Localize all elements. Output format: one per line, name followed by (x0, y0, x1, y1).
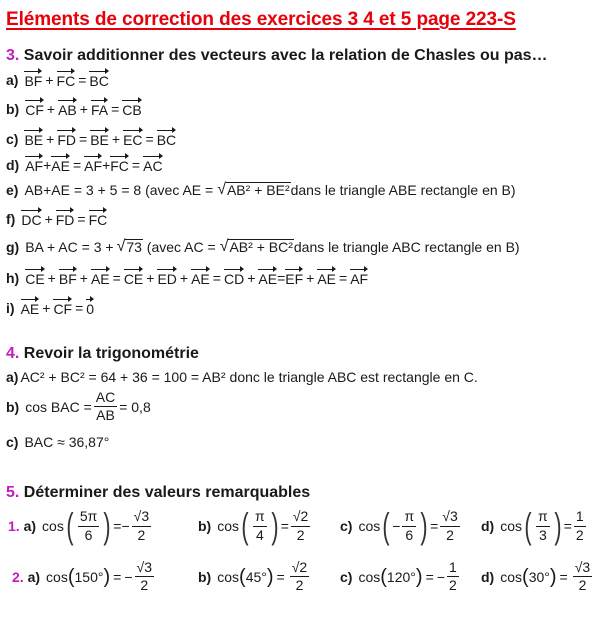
item-label: a) (6, 71, 19, 88)
expression: AB+AE = 3 + 5 = 8 (avec AE = (24, 182, 214, 199)
numerator: AC (94, 390, 117, 407)
vector: AC (143, 155, 162, 174)
item-label: e) (6, 182, 19, 199)
result-fraction (135, 560, 154, 594)
radicand: AB² + BC² (229, 239, 293, 255)
result-fraction (440, 509, 459, 543)
denominator: 2 (446, 526, 454, 543)
vector: EF (285, 268, 303, 287)
numerator: 1 (447, 560, 459, 577)
section-number: 3. (6, 47, 20, 64)
zero-vector: 0 (86, 298, 94, 317)
vector: AE (258, 268, 277, 287)
vector: DC (21, 209, 41, 228)
numerator: π (536, 509, 550, 526)
sign: − (436, 568, 445, 585)
radicand: AB² + BE² (226, 182, 290, 198)
vector: CE (25, 268, 44, 287)
section-3-heading (6, 47, 548, 65)
exercise-3e (6, 182, 516, 198)
vector: FD (56, 209, 75, 228)
sign: − (392, 518, 401, 534)
denominator: 2 (295, 577, 304, 594)
exercise-3d: d) AF + AE = AF + FC = AC (6, 156, 163, 174)
result-fraction (290, 560, 309, 594)
item-label: i) (6, 299, 15, 316)
result-fraction (574, 509, 586, 543)
numerator: √2 (290, 560, 309, 577)
sign: − (121, 518, 130, 534)
vector: AB (58, 99, 77, 118)
exercise-5-1d: d) cos ( $\frac{\pi}{3}$ ) = $\frac{1}{2}$ (481, 505, 584, 546)
item-label: h) (6, 269, 20, 286)
denominator: 2 (296, 526, 305, 543)
item-label: a) (6, 369, 19, 385)
result-fraction (291, 509, 310, 543)
denominator: 2 (448, 577, 457, 594)
vector: AF (350, 268, 368, 287)
vector: AE (191, 268, 210, 287)
numerator: √3 (573, 560, 592, 577)
vector: AE (317, 268, 336, 287)
section-4-heading (6, 345, 199, 363)
expression: cos BAC = (25, 398, 92, 415)
denominator: 2 (575, 526, 584, 543)
sign: − (124, 568, 133, 585)
expression: AC² + BC² = 64 + 36 = 100 = AB² (20, 369, 226, 385)
item-label: c) (6, 130, 19, 147)
section-title: Revoir la trigonométrie (23, 345, 199, 362)
exercise-4c (6, 434, 109, 450)
item-label: b) (6, 398, 20, 415)
numerator: √2 (291, 509, 310, 526)
exercise-5-2d: d) cos ( 30° ) = $\frac{√3}{2}$ (481, 559, 591, 594)
section-number: 5. (6, 484, 20, 501)
denominator: 3 (538, 526, 547, 543)
result-fraction (132, 509, 151, 543)
denominator: 2 (137, 526, 146, 543)
argument: 45° (245, 568, 267, 585)
vector: FA (91, 99, 108, 118)
vector: AF (25, 155, 43, 174)
section-title: Savoir additionner des vecteurs avec la relation de Chasles ou pas… (23, 47, 548, 64)
argument: 120° (386, 568, 416, 585)
radicand: 73 (126, 239, 142, 255)
denominator: 2 (578, 577, 587, 594)
item-label: c) (340, 568, 353, 585)
exercise-3f: f) DC + FD = FC (6, 210, 108, 228)
item-label: a) (27, 568, 41, 585)
denominator: 6 (405, 526, 414, 543)
numerator: √3 (132, 509, 151, 526)
denominator: 2 (140, 577, 149, 594)
vector: BE (24, 129, 43, 148)
vector: BF (24, 70, 42, 89)
exercise-5-1b: b) cos ( $\frac{\pi}{4}$ ) = $\frac{√2}{2}$ (198, 505, 309, 546)
exercise-5-1a: 1. a) cos ( $\frac{5\pi}{6}$ ) = − $\frac{√3}{2}$ (8, 505, 150, 546)
item-label: f) (6, 210, 16, 227)
item-label: d) (481, 518, 495, 534)
vector: BC (89, 70, 108, 89)
item-label: c) (6, 434, 19, 450)
denominator: AB (96, 407, 115, 424)
vector: ED (157, 268, 176, 287)
part-number: 1. (8, 518, 20, 534)
exercise-5-1c: c) cos ( − $\frac{\pi}{6}$ ) = $\frac{√3}{2}$ (340, 505, 458, 546)
page-title: Eléments de correction des exercices 3 4 et 5 page 223-S (6, 9, 516, 30)
exercise-5-2c: c) cos ( 120° ) = − $\frac{1}{2}$ (340, 559, 457, 594)
vector: CB (122, 99, 141, 118)
numerator: √3 (135, 560, 154, 577)
argument-fraction (402, 509, 416, 543)
expression: BA + AC = 3 + (25, 239, 114, 256)
vector: BF (59, 268, 77, 287)
vector: CF (53, 298, 72, 317)
square-root: √ AB² + BE² (217, 181, 290, 199)
exercise-3h: h) CE + BF + AE = CE + ED + AE = CD + AE = EF + AE = AF (6, 269, 369, 287)
numerator: 1 (574, 509, 586, 526)
section-title: Déterminer des valeurs remarquables (23, 484, 311, 501)
vector: CD (224, 268, 244, 287)
expression-tail: donc le triangle ABC est rectangle en C. (229, 369, 478, 385)
exercise-3a: a) BF + FC = BC (6, 71, 109, 89)
vector: AE (51, 155, 70, 174)
item-label: g) (6, 239, 20, 256)
argument-fraction (253, 509, 267, 543)
vector: FD (57, 129, 76, 148)
exercise-3g (6, 239, 520, 255)
item-label: b) (6, 100, 20, 117)
denominator: 6 (84, 526, 93, 543)
result-fraction (447, 560, 459, 594)
argument: 30° (528, 568, 550, 585)
exercise-3b: b) CF + AB + FA = CB (6, 100, 142, 118)
vector: FC (110, 155, 129, 174)
expression-tail: dans le triangle ABE rectangle en B) (290, 182, 516, 199)
numerator: 5π (78, 509, 99, 526)
argument: 150° (74, 568, 104, 585)
numerator: π (253, 509, 267, 526)
vector: AE (91, 268, 110, 287)
exercise-3i: i) AE + CF = 0 (6, 299, 95, 317)
exercise-3c: c) BE + FD = BE + EC = BC (6, 130, 177, 148)
result-fraction (573, 560, 592, 594)
expression: (avec AC = (142, 239, 216, 256)
square-root: √ AB² + BC² (219, 238, 293, 256)
square-root: √ 73 (116, 238, 142, 256)
argument-fraction (78, 509, 99, 543)
vector: FC (57, 70, 76, 89)
denominator: 4 (255, 526, 264, 543)
vector: AF (84, 155, 102, 174)
item-label: b) (198, 518, 212, 534)
vector: EC (123, 129, 142, 148)
expression: BAC ≈ 36,87° (24, 434, 110, 450)
item-label: b) (198, 568, 212, 585)
vector: BE (90, 129, 109, 148)
argument-fraction (536, 509, 550, 543)
section-number: 4. (6, 345, 20, 362)
exercise-4b (6, 390, 151, 424)
section-5-heading (6, 484, 310, 502)
exercise-5-2a: 2. a) cos ( 150° ) = − $\frac{√3}{2}$ (12, 559, 152, 594)
numerator: π (402, 509, 416, 526)
exercise-4a (6, 369, 478, 385)
item-label: d) (6, 156, 20, 173)
exercise-5-2b: b) cos ( 45° ) = $\frac{√2}{2}$ (198, 559, 308, 594)
item-label: d) (481, 568, 495, 585)
result: = 0,8 (119, 398, 151, 415)
vector: AE (21, 298, 40, 317)
expression-tail: dans le triangle ABC rectangle en B) (293, 239, 520, 256)
vector: BC (157, 129, 176, 148)
item-label: a) (23, 518, 37, 534)
vector: CF (25, 99, 44, 118)
item-label: c) (340, 518, 353, 534)
part-number: 2. (12, 568, 24, 585)
vector: FC (89, 209, 108, 228)
numerator: √3 (440, 509, 459, 526)
fraction (94, 390, 117, 424)
vector: CE (124, 268, 143, 287)
